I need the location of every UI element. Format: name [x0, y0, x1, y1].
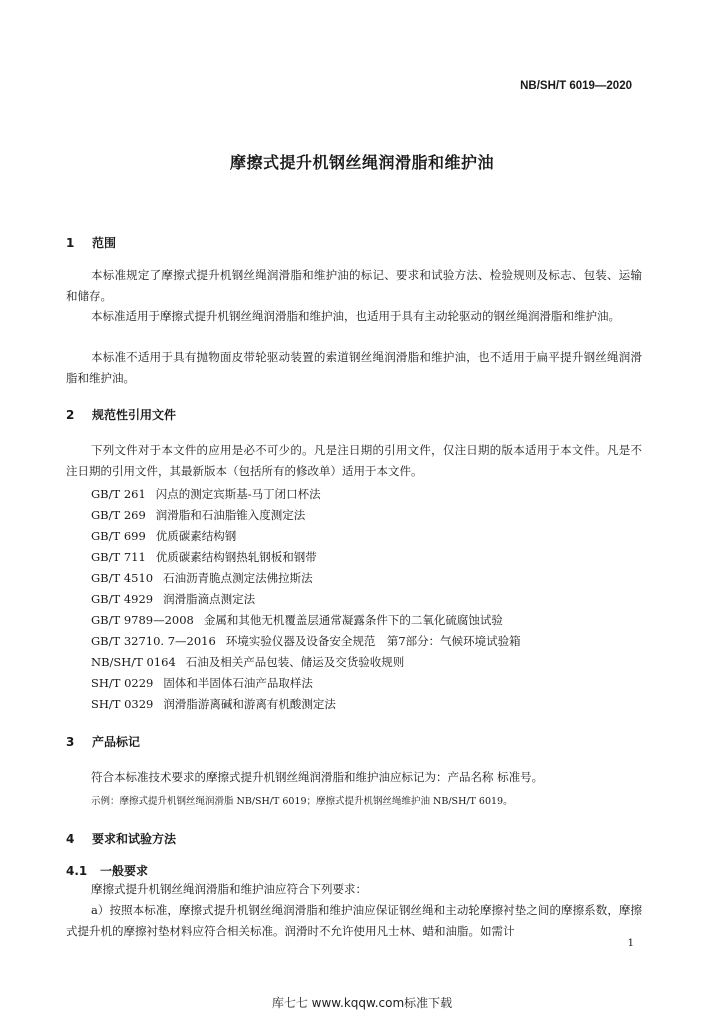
reference-title: 闪点的测定宾斯基-马丁闭口杯法: [155, 487, 321, 501]
reference-code: GB/T 261: [91, 487, 146, 501]
subsection-number: 4.1: [66, 864, 88, 878]
reference-title: 环境实验仪器及设备安全规范 第7部分：气候环境试验箱: [225, 634, 521, 648]
reference-item: [91, 696, 336, 712]
section-2-intro: 下列文件对于本文件的应用是必不可少的。凡是注日期的引用文件，仅注日期的版本适用于本文件。凡是不注日期的引用文件，其最新版本（包括所有的修改单）适用于本文件。: [66, 443, 642, 478]
subsection-title: 一般要求: [100, 864, 149, 878]
document-title: 摩擦式提升机钢丝绳润滑脂和维护油: [229, 153, 494, 172]
section-3-heading: [66, 733, 140, 750]
section-1-paragraph-3: 本标准不适用于具有抛物面皮带轮驱动装置的索道钢丝绳润滑脂和维护油，也不适用于扁平提升钢丝绳润滑脂和维护油。: [66, 350, 642, 385]
section-3-paragraph: 符合本标准技术要求的摩擦式提升机钢丝绳润滑脂和维护油应标记为：产品名称 标准号。: [91, 770, 544, 784]
section-title: 规范性引用文件: [92, 408, 177, 422]
reference-item: [91, 507, 305, 523]
section-number: 4: [66, 832, 75, 846]
section-1-paragraph-1: 本标准规定了摩擦式提升机钢丝绳润滑脂和维护油的标记、要求和试验方法、检验规则及标志、包装、运输和储存。: [66, 268, 642, 303]
section-1-heading: [66, 234, 116, 251]
reference-code: SH/T 0329: [91, 697, 154, 711]
reference-code: GB/T 32710. 7—2016: [91, 634, 216, 648]
reference-code: NB/SH/T 0164: [91, 655, 176, 669]
reference-title: 优质碳素结构钢热轧钢板和钢带: [155, 550, 317, 564]
reference-item: [91, 528, 236, 544]
reference-title: 固体和半固体石油产品取样法: [163, 676, 313, 690]
standard-code: NB/SH/T 6019—2020: [520, 80, 632, 92]
reference-title: 石油及相关产品包装、储运及交货验收规则: [185, 655, 405, 669]
section-title: 范围: [92, 236, 117, 250]
marking-example: 示例：摩擦式提升机钢丝绳润滑脂 NB/SH/T 6019；摩擦式提升机钢丝绳维护油 NB/SH/T 6019。: [91, 796, 513, 807]
reference-item: [91, 591, 255, 607]
reference-title: 石油沥青脆点测定法佛拉斯法: [163, 571, 313, 585]
reference-code: GB/T 4929: [91, 592, 154, 606]
reference-title: 润滑脂滴点测定法: [163, 592, 256, 606]
reference-code: SH/T 0229: [91, 676, 154, 690]
section-number: 1: [66, 236, 75, 250]
section-4-paragraph-1: 摩擦式提升机钢丝绳润滑脂和维护油应符合下列要求：: [91, 882, 367, 896]
reference-title: 优质碳素结构钢: [155, 529, 237, 543]
section-title: 产品标记: [92, 735, 141, 749]
reference-title: 润滑脂游离碱和游离有机酸测定法: [163, 697, 336, 711]
reference-title: 润滑脂和石油脂锥入度测定法: [155, 508, 306, 522]
section-2-heading: [66, 406, 176, 423]
section-title: 要求和试验方法: [92, 832, 177, 846]
reference-item: [91, 549, 317, 565]
reference-code: GB/T 9789—2008: [91, 613, 194, 627]
reference-code: GB/T 711: [91, 550, 146, 564]
reference-code: GB/T 4510: [91, 571, 154, 585]
reference-title: 金属和其他无机覆盖层通常凝露条件下的二氧化硫腐蚀试验: [203, 613, 503, 627]
reference-code: GB/T 699: [91, 529, 146, 543]
section-1-paragraph-2: 本标准适用于摩擦式提升机钢丝绳润滑脂和维护油，也适用于具有主动轮驱动的钢丝绳润滑脂和维护油。: [91, 309, 620, 323]
reference-item: [91, 675, 313, 691]
reference-item: [91, 654, 404, 670]
subsection-4-1-heading: [66, 862, 148, 879]
reference-code: GB/T 269: [91, 508, 146, 522]
section-number: 2: [66, 408, 75, 422]
section-number: 3: [66, 735, 75, 749]
section-4-paragraph-2: a）按照本标准，摩擦式提升机钢丝绳润滑脂和维护油应保证钢丝绳和主动轮摩擦衬垫之间的摩擦系数，摩擦式提升机的摩擦衬垫材料应符合相关标准。润滑时不允许使用凡士林、蜡和油脂。如需计: [66, 903, 642, 938]
reference-item: [91, 612, 503, 628]
reference-item: [91, 633, 521, 649]
footer-watermark: 库七七 www.kqqw.com标准下载: [271, 996, 453, 1010]
section-4-heading: [66, 830, 176, 847]
page-number: 1: [627, 938, 634, 949]
reference-item: [91, 570, 313, 586]
reference-item: [91, 486, 321, 502]
